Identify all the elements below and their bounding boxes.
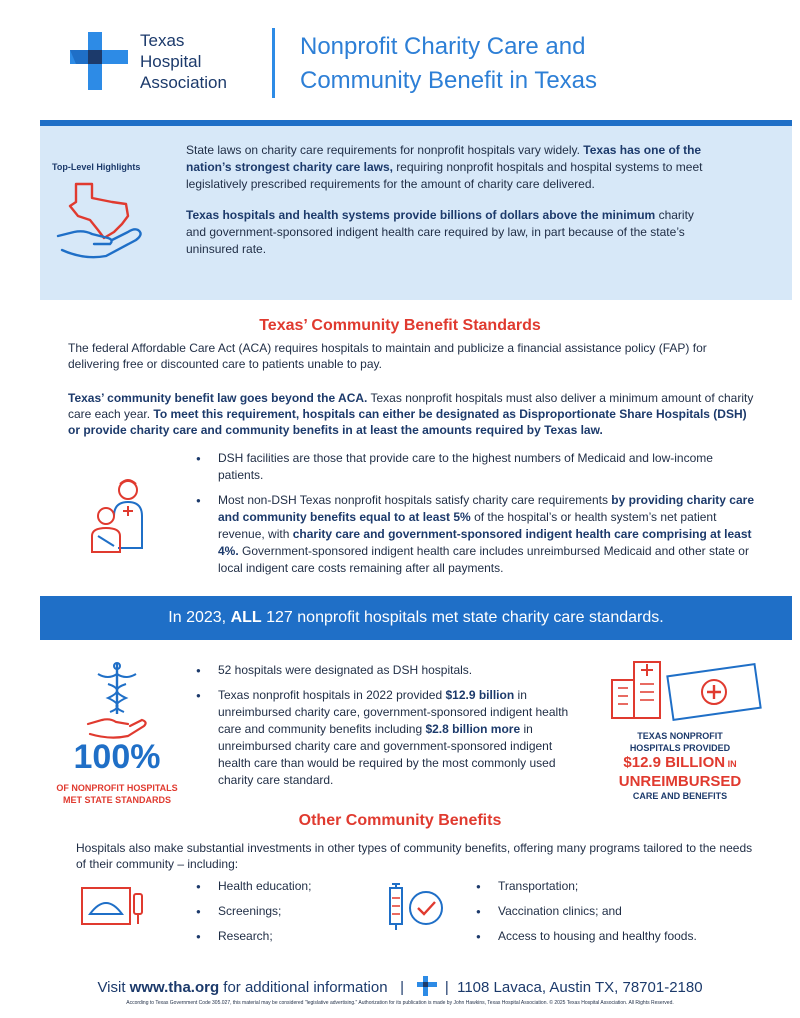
tha-logo-icon (70, 32, 128, 90)
other-benefits-list-right (476, 878, 766, 953)
standards-paragraph-1: The federal Affordable Care Act (ACA) requires hospitals to maintain and publicize a financial assistance policy (FAP) for delivering free or discounted care to patients unable to pay. (68, 341, 707, 371)
vaccine-check-icon (384, 880, 448, 932)
list-item: ● Health education; (196, 878, 416, 895)
list-item: ● Screenings; (196, 903, 416, 920)
stat-value: 100% (73, 738, 161, 776)
caduceus-hand-icon (84, 660, 150, 740)
list-item: ● Most non-DSH Texas nonprofit hospitals satisfy charity care requirements by providing charity care and community benefits equal to at least 5% of the hospital’s or health system’s net patient revenue, with charity care and government-sponsored indigent health care comprising at least 4%. Government-sponsored indigent health care includes unreimbursed Medicaid and other state or local indigent care costs remaining after all payments. (196, 492, 756, 577)
page-title: Nonprofit Charity Care and Community Benefit in Texas (300, 33, 598, 94)
other-benefits-list-left (196, 878, 416, 953)
texas-hand-icon (54, 176, 154, 266)
results-bullets (196, 662, 580, 797)
other-benefits-title: Other Community Benefits (298, 812, 502, 829)
list-item: ● Transportation; (476, 878, 766, 895)
nurse-patient-icon (84, 476, 156, 556)
stat-caption: OF NONPROFIT HOSPITALS MET STATE STANDARDS (56, 783, 178, 805)
right-stat-callout: TEXAS NONPROFIT HOSPITALS PROVIDED $12.9 BILLION IN UNREIMBURSED CARE AND BENEFITS (618, 731, 742, 801)
list-item: ● Research; (196, 928, 416, 945)
list-item: ● Vaccination clinics; and (476, 903, 766, 920)
list-item: ● 52 hospitals were designated as DSH hospitals. (196, 662, 580, 679)
org-name: Texas Hospital Association (140, 31, 227, 92)
other-benefits-intro: Hospitals also make substantial investments in other types of community benefits, offering many programs tailored to the needs of their community – including: (76, 841, 753, 871)
standards-title: Texas’ Community Benefit Standards (259, 317, 541, 334)
highlights-label: Top-Level Highlights (52, 162, 141, 172)
website-link[interactable]: www.tha.org (129, 979, 220, 996)
tha-footer-logo-icon (417, 976, 437, 996)
footer-contact: Visit www.tha.org for additional information | | 1108 Lavaca, Austin TX, 78701-2180 (0, 976, 800, 996)
standards-paragraph-2: Texas’ community benefit law goes beyond the ACA. Texas nonprofit hospitals must also deliver a minimum amount of charity care each year. To meet this requirement, hospitals can either be designated as Disproportionate Share Hospitals (DSH) or provide charity care and community benefits in at least the amounts required by Texas law. (68, 391, 754, 437)
list-item: ● DSH facilities are those that provide care to the highest numbers of Medicaid and low-income patients. (196, 450, 756, 484)
highlights-paragraph-1: State laws on charity care requirements for nonprofit hospitals vary widely. Texas has one of the nation’s strongest charity care laws, requiring nonprofit hospitals and hospital systems to meet legislatively prescribed requirements for the amount of charity care delivered. (186, 143, 703, 191)
banner-text: In 2023, ALL 127 nonprofit hospitals met state charity care standards. (168, 609, 664, 626)
standards-bullets (196, 450, 756, 585)
legal-disclaimer: According to Texas Government Code 305.027, this material may be considered "legislative advertising." Authorization for its publication is made by John Hawkins, Texas Hospital Association. © 2025 Texas Hospital Association. All Rights Reserved. (126, 1000, 674, 1006)
highlights-paragraph-2: Texas hospitals and health systems provide billions of dollars above the minimum charity and government-sponsored indigent health care required by law, in part because of the state’s uninsured rate. (186, 208, 694, 256)
list-item: ● Texas nonprofit hospitals in 2022 provided $12.9 billion in unreimbursed charity care, government-sponsored indigent health care and community benefits including $2.8 billion more in unreimbursed charity care and government-sponsored indigent health care than would be required by the most commonly used charity care standard. (196, 687, 580, 789)
highlights-text (186, 142, 714, 272)
list-item: ● Access to housing and healthy foods. (476, 928, 766, 945)
hospital-dollar-icon (604, 656, 764, 722)
ultrasound-screen-icon (80, 884, 150, 930)
header-divider (272, 28, 275, 98)
